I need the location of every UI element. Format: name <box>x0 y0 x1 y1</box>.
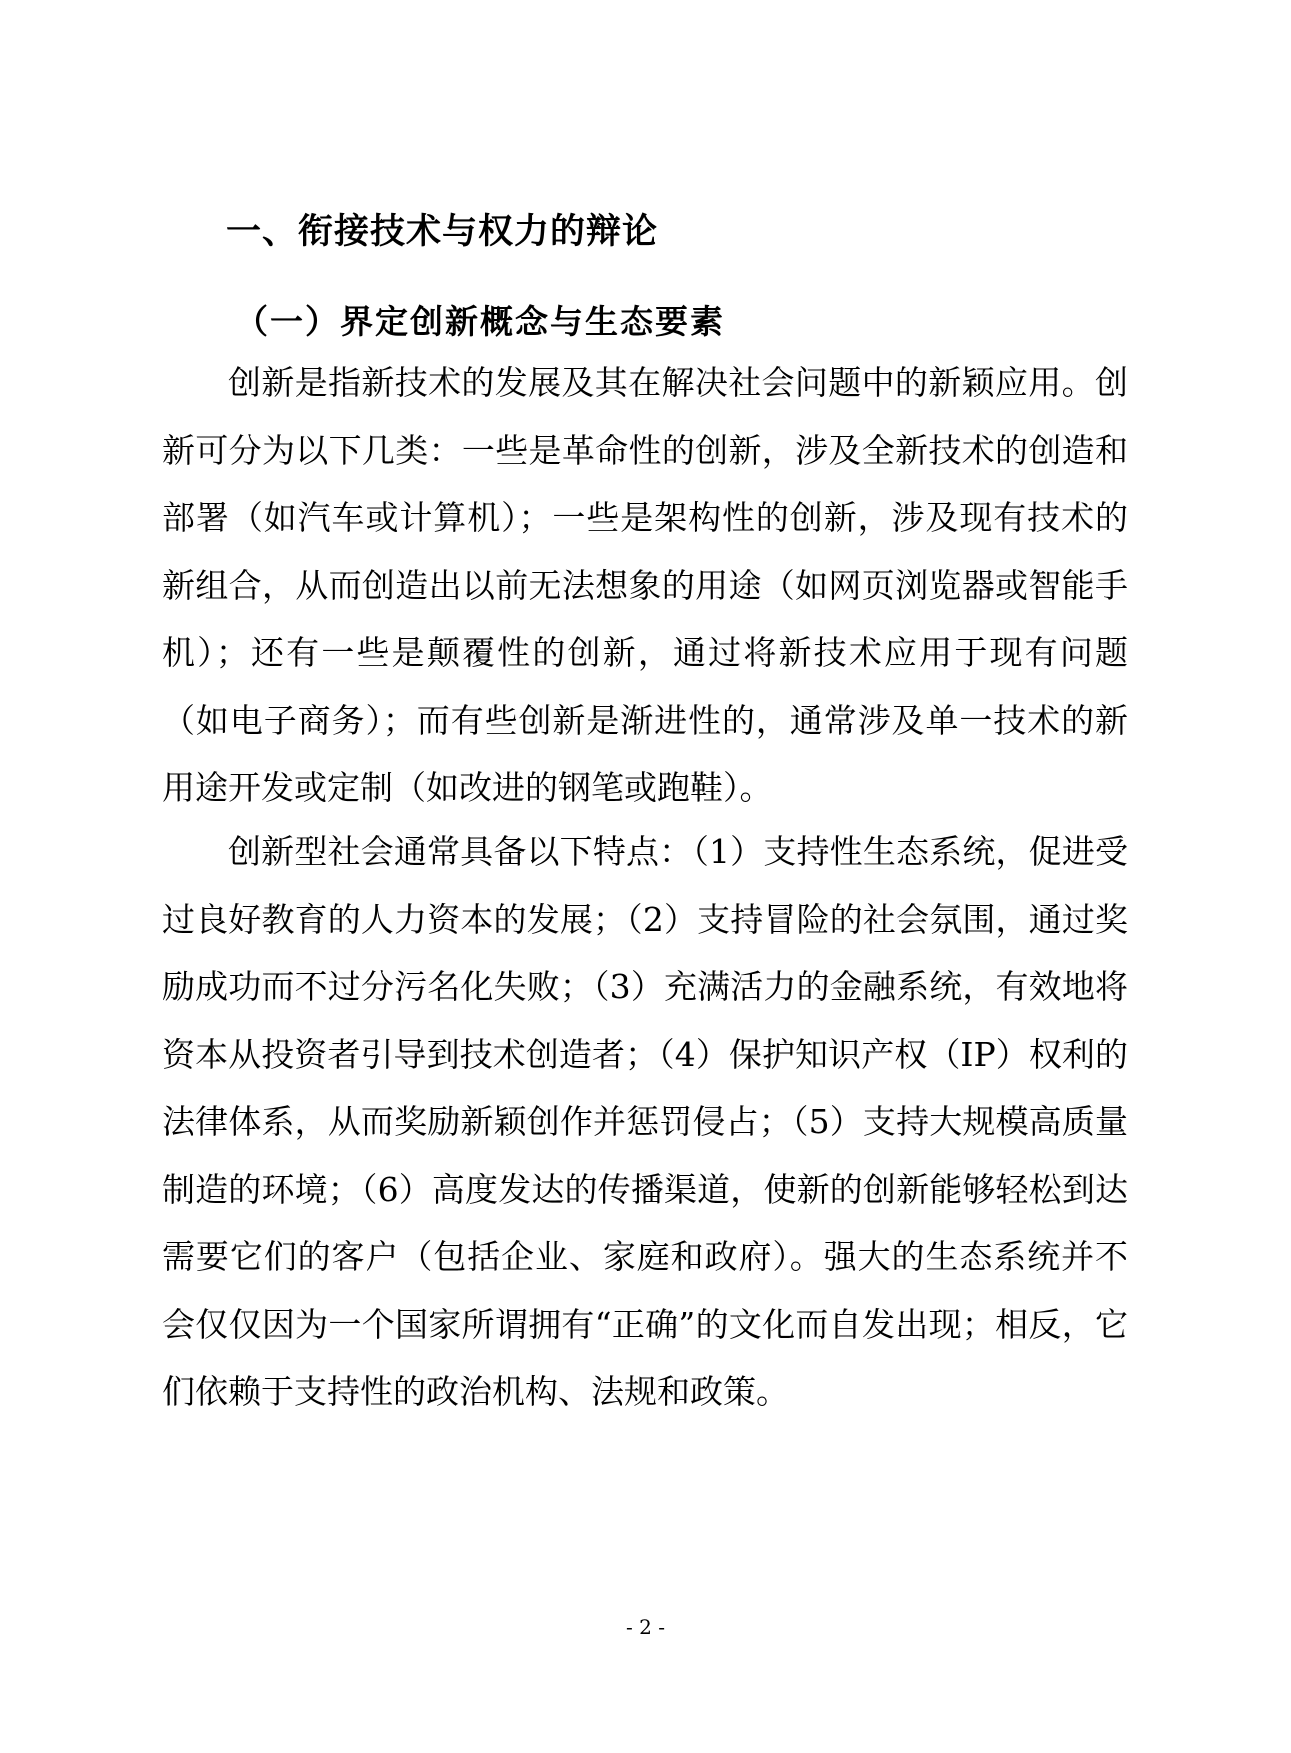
subsection-heading: （一）界定创新概念与生态要素 <box>235 302 725 341</box>
section-heading: 一、衔接技术与权力的辩论 <box>226 212 659 252</box>
body-paragraph-1: 创新是指新技术的发展及其在解决社会问题中的新颖应用。创新可分为以下几类：一些是革命性的创新，涉及全新技术的创造和部署（如汽车或计算机）；一些是架构性的创新，涉及现有技术的新组合，从而创造出以前无法想象的用途（如网页浏览器或智能手机）；还有一些是颠覆性的创新，通过将新技术应用于现有问题（如电子商务）；而有些创新是渐进性的，通常涉及单一技术的新用途开发或定制（如改进的钢笔或跑鞋）。 <box>162 363 1128 807</box>
body-paragraph-2: 创新型社会通常具备以下特点：（1）支持性生态系统，促进受过良好教育的人力资本的发展；（2）支持冒险的社会氛围，通过奖励成功而不过分污名化失败；（3）充满活力的金融系统，有效地将资本从投资者引导到技术创造者；（4）保护知识产权（IP）权利的法律体系，从而奖励新颖创作并惩罚侵占；（5）支持大规模高质量制造的环境；（6）高度发达的传播渠道，使新的创新能够轻松到达需要它们的客户（包括企业、家庭和政府）。强大的生态系统并不会仅仅因为一个国家所谓拥有“正确”的文化而自发出现；相反，它们依赖于支持性的政治机构、法规和政策。 <box>162 832 1128 1411</box>
page-number: - 2 - <box>626 1615 665 1639</box>
